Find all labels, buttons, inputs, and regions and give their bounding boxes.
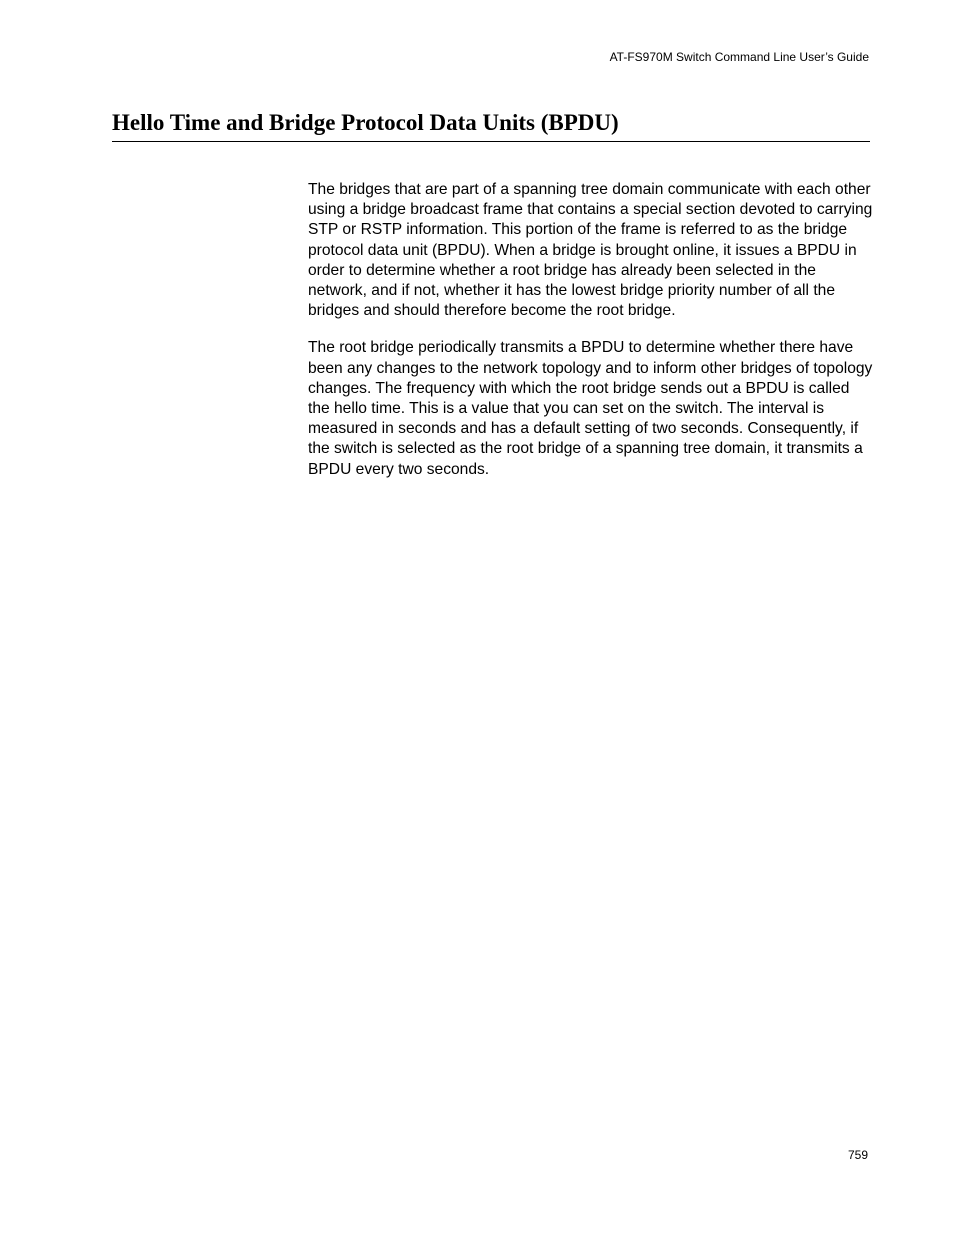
section-body [308, 180, 873, 497]
page-number: 759 [847, 1148, 868, 1162]
paragraph-hello-time: The root bridge periodically transmits a BPDU to determine whether there have been any changes to the network topology and to inform other bridges of topology changes. The frequency with which the root bridge sends out a BPDU is called the hello time. This is a value that you can set on the switch. The interval is measured in seconds and has a default setting of two seconds. Consequently, if the switch is selected as the root bridge of a spanning tree domain, it transmits a BPDU every two seconds. [308, 339, 873, 478]
section-heading: Hello Time and Bridge Protocol Data Units (BPDU) [112, 108, 870, 142]
running-header: AT-FS970M Switch Command Line User’s Guide [609, 50, 869, 64]
paragraph-bpdu-overview: The bridges that are part of a spanning tree domain communicate with each other using a bridge broadcast frame that contains a special section devoted to carrying STP or RSTP information. This portion of the frame is referred to as the bridge protocol data unit (BPDU). When a bridge is brought online, it issues a BPDU in order to determine whether a root bridge has already been selected in the network, and if not, whether it has the lowest bridge priority number of all the bridges and should therefore become the root bridge. [308, 181, 873, 320]
